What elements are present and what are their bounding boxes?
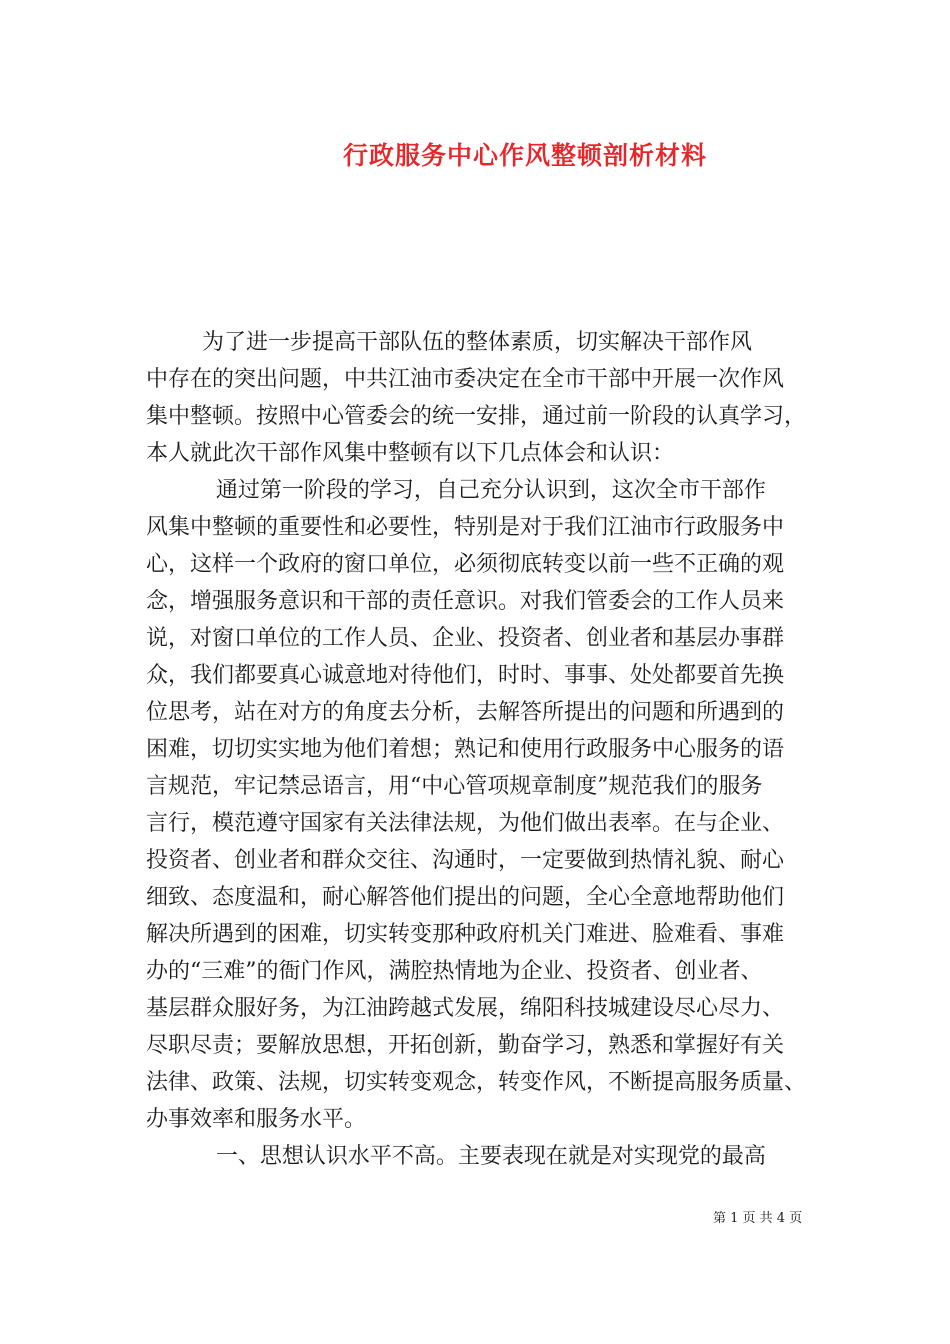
body-line: 办的“三难”的衙门作风，满腔热情地为企业、投资者、创业者、 xyxy=(146,959,763,984)
body-line: 法律、政策、法规，切实转变观念，转变作风，不断提高服务质量、 xyxy=(146,1070,807,1095)
body-line: 基层群众服好务，为江油跨越式发展，绵阳科技城建设尽心尽力、 xyxy=(146,996,785,1021)
body-line: 念，增强服务意识和干部的责任意识。对我们管委会的工作人员来 xyxy=(146,589,785,614)
body-line: 尽职尽责；要解放思想，开拓创新，勤奋学习，熟悉和掌握好有关 xyxy=(146,1033,785,1058)
body-line: 一、思想认识水平不高。主要表现在就是对实现党的最高 xyxy=(146,1144,766,1169)
document-title: 行政服务中心作风整顿剖析材料 xyxy=(342,141,707,170)
body-line: 为了进一步提高干部队伍的整体素质，切实解决干部作风 xyxy=(146,330,752,355)
body-line: 众，我们都要真心诚意地对待他们，时时、事事、处处都要首先换 xyxy=(146,663,785,688)
page-indicator: 第 1 页 共 4 页 xyxy=(713,1211,803,1226)
body-line: 通过第一阶段的学习，自己充分认识到，这次全市干部作 xyxy=(146,478,766,503)
body-line: 解决所遇到的困难，切实转变那种政府机关门难进、脸难看、事难 xyxy=(146,922,785,947)
body-line: 细致、态度温和，耐心解答他们提出的问题，全心全意地帮助他们 xyxy=(146,885,785,910)
body-line: 投资者、创业者和群众交往、沟通时，一定要做到热情礼貌、耐心 xyxy=(146,848,785,873)
body-line: 位思考，站在对方的角度去分析，去解答所提出的问题和所遇到的 xyxy=(146,700,785,725)
body-line: 心，这样一个政府的窗口单位，必须彻底转变以前一些不正确的观 xyxy=(146,552,785,577)
body-line: 言规范，牢记禁忌语言，用“中心管项规章制度”规范我们的服务 xyxy=(146,774,763,799)
document-body xyxy=(146,324,826,1175)
body-line: 本人就此次干部作风集中整顿有以下几点体会和认识： xyxy=(146,441,675,466)
body-line: 集中整顿。按照中心管委会的统一安排，通过前一阶段的认真学习， xyxy=(146,404,807,429)
body-line: 办事效率和服务水平。 xyxy=(146,1107,367,1132)
body-line: 言行，模范遵守国家有关法律法规，为他们做出表率。在与企业、 xyxy=(146,811,785,836)
body-line: 说，对窗口单位的工作人员、企业、投资者、创业者和基层办事群 xyxy=(146,626,785,651)
body-line: 风集中整顿的重要性和必要性，特别是对于我们江油市行政服务中 xyxy=(146,515,785,540)
body-line: 困难，切切实实地为他们着想；熟记和使用行政服务中心服务的语 xyxy=(146,737,785,762)
body-line: 中存在的突出问题，中共江油市委决定在全市干部中开展一次作风 xyxy=(146,367,785,392)
